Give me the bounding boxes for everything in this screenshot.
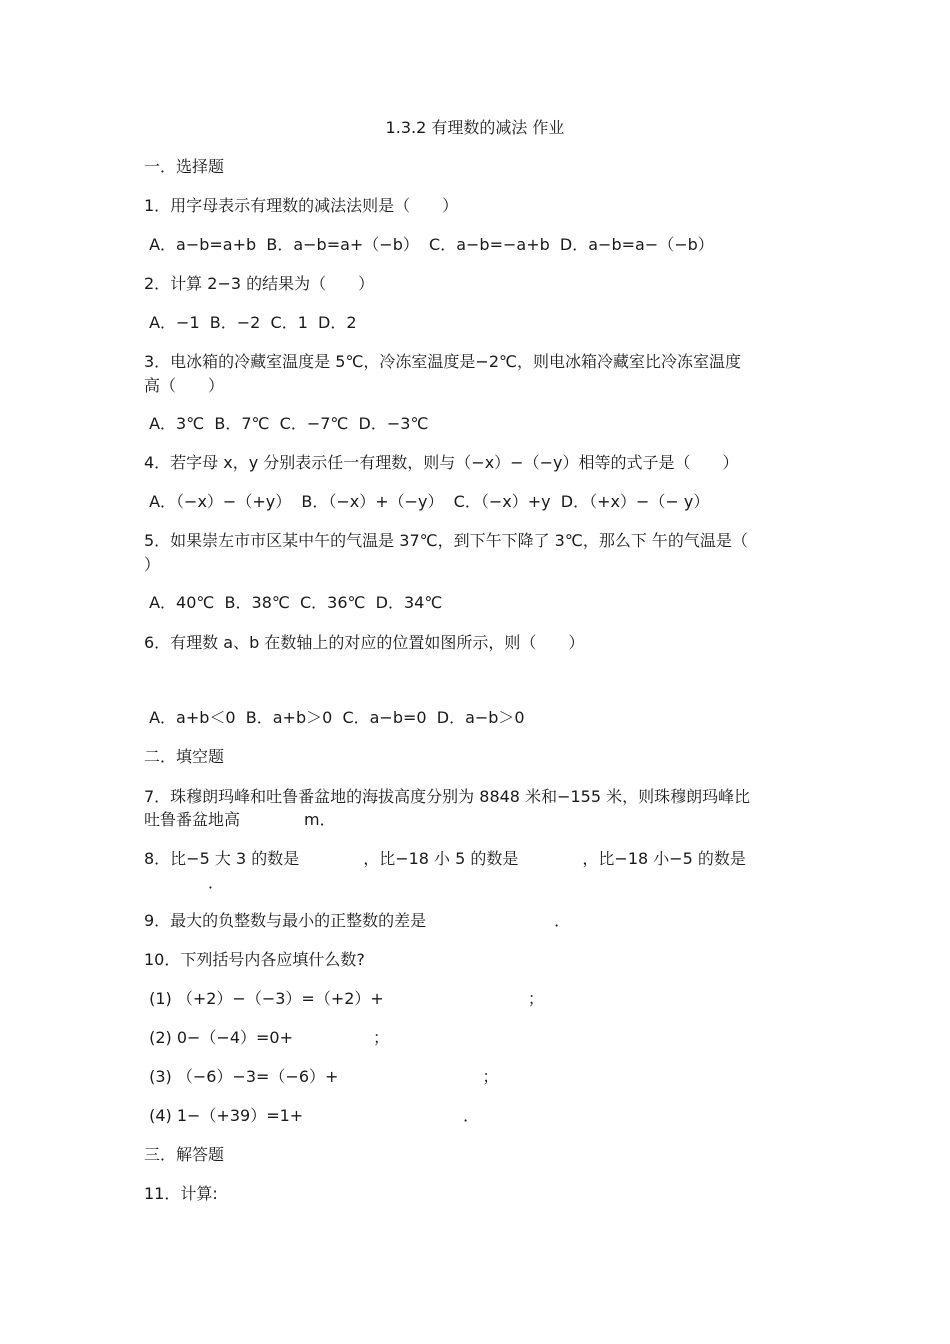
question-6-options: A．a+b＜0 B．a+b＞0 C．a−b=0 D．a−b＞0 (144, 708, 525, 727)
question-10-part-1: (1) （+2）−（−3）=（+2）+ ； (144, 989, 544, 1008)
question-8: 8．比−5 大 3 的数是 ，比−18 小 5 的数是 ，比−18 小−5 的数是 (144, 849, 746, 868)
question-5-options: A．40℃ B．38℃ C．36℃ D．34℃ (144, 593, 443, 612)
question-10-part-2: (2) 0−（−4）=0+ ； (144, 1028, 390, 1047)
question-5: 5．如果崇左市市区某中午的气温是 37℃，到下午下降了 3℃，那么下 午的气温是（ (144, 531, 748, 550)
question-11: 11．计算: (144, 1184, 218, 1203)
question-10: 10．下列括号内各应填什么数? (144, 950, 365, 969)
question-7-continued: 吐鲁番盆地高 m． (144, 810, 336, 829)
document-title: 1.3.2 有理数的减法 作业 (385, 118, 565, 137)
section-heading-fill: 二．填空题 (144, 747, 225, 766)
section-heading-answer: 三．解答题 (144, 1145, 225, 1164)
question-6: 6．有理数 a、b 在数轴上的对应的位置如图所示，则（ ） (144, 633, 585, 652)
question-7: 7．珠穆朗玛峰和吐鲁番盆地的海拔高度分别为 8848 米和−155 米，则珠穆朗玛峰比 (144, 787, 751, 806)
section-heading-choice: 一．选择题 (144, 157, 225, 176)
question-9: 9．最大的负整数与最小的正整数的差是 ． (144, 911, 571, 930)
question-10-part-4: (4) 1−（+39）=1+ ． (144, 1106, 480, 1125)
question-4-options: A．（−x）−（+y） B．（−x）+（−y） C．（−x）+y D．（+x）−（− y） (144, 492, 710, 511)
question-1-options: A．a−b=a+b B．a−b=a+（−b） C．a−b=−a+b D．a−b=a−（−b） (144, 235, 714, 254)
question-3-continued: 高（ ） (144, 376, 225, 395)
question-1: 1．用字母表示有理数的减法法则是（ ） (144, 196, 459, 215)
question-2-options: A．−1 B．−2 C．1 D．2 (144, 313, 357, 332)
question-4: 4．若字母 x，y 分别表示任一有理数，则与（−x）−（−y）相等的式子是（ ） (144, 453, 739, 472)
question-10-part-3: (3) （−6）−3=（−6）+ ； (144, 1067, 499, 1086)
question-8-continued: ． (144, 873, 225, 892)
question-5-continued: ） (144, 555, 161, 574)
question-2: 2．计算 2−3 的结果为（ ） (144, 274, 375, 293)
question-3: 3．电冰箱的冷藏室温度是 5℃，冷冻室温度是−2℃，则电冰箱冷藏室比冷冻室温度 (144, 352, 741, 371)
question-3-options: A．3℃ B．7℃ C．−7℃ D．−3℃ (144, 414, 429, 433)
